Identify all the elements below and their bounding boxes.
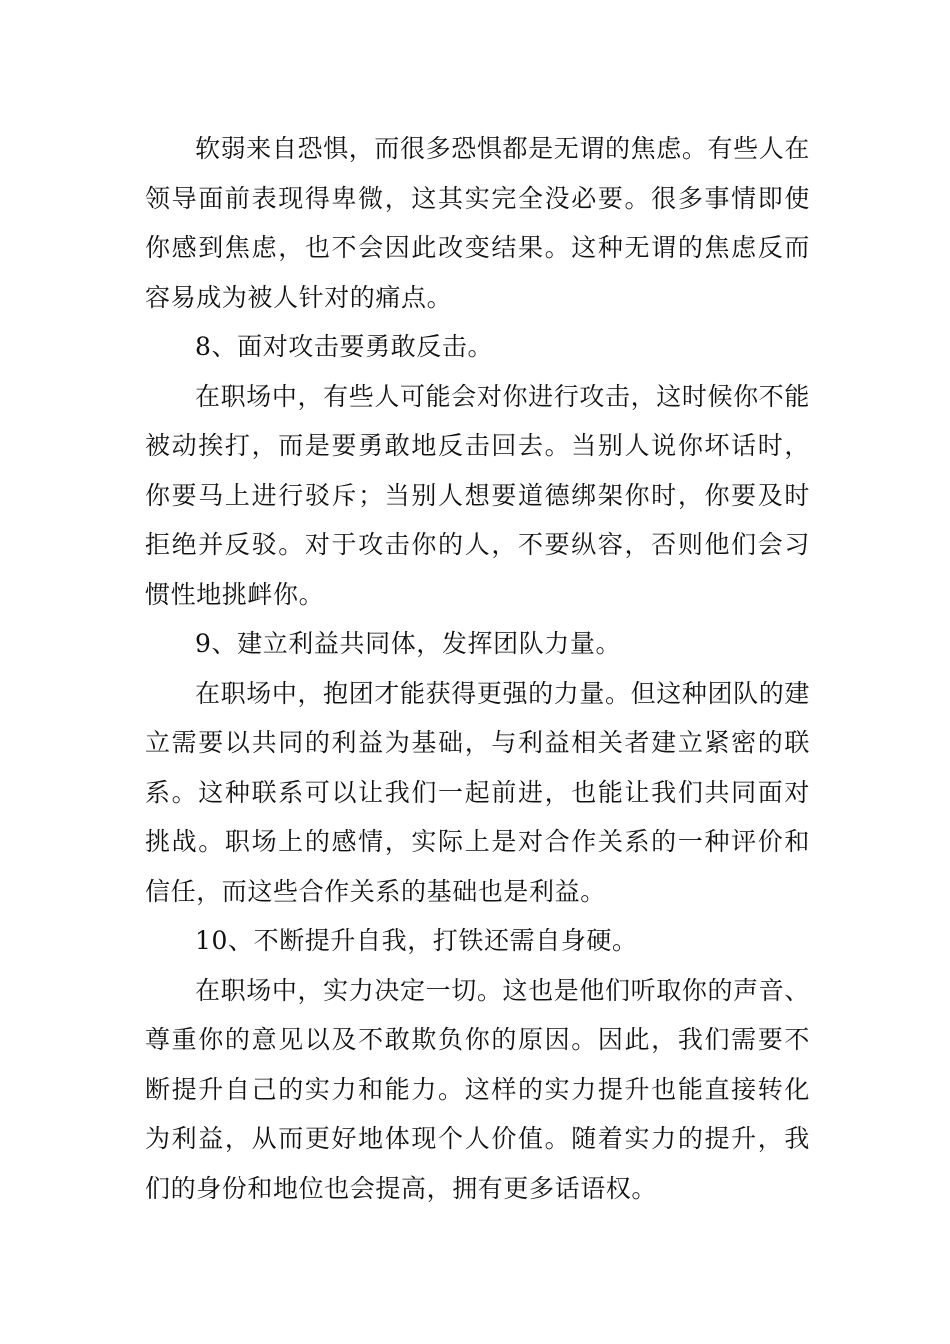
section-heading-8: 8、面对攻击要勇敢反击。 xyxy=(195,332,494,361)
body-paragraph: 在职场中，抱团才能获得更强的力量。但这种团队的建立需要以共同的利益为基础，与利益相关者建立紧密的联系。这种联系可以让我们一起前进，也能让我们共同面对挑战。职场上的感情，实际上是对合作关系的一种评价和信任，而这些合作关系的基础也是利益。 xyxy=(145,678,810,906)
document-body xyxy=(145,124,810,1213)
section-heading-10: 10、不断提升自我，打铁还需自身硬。 xyxy=(195,926,638,955)
section-heading-9: 9、建立利益共同体，发挥团队力量。 xyxy=(195,629,622,658)
body-paragraph: 在职场中，实力决定一切。这也是他们听取你的声音、尊重你的意见以及不敢欺负你的原因。因此，我们需要不断提升自己的实力和能力。这样的实力提升也能直接转化为利益，从而更好地体现个人价值。随着实力的提升，我们的身份和地位也会提高，拥有更多话语权。 xyxy=(145,975,810,1203)
body-paragraph: 在职场中，有些人可能会对你进行攻击，这时候你不能被动挨打，而是要勇敢地反击回去。当别人说你坏话时，你要马上进行驳斥；当别人想要道德绑架你时，你要及时拒绝并反驳。对于攻击你的人，不要纵容，否则他们会习惯性地挑衅你。 xyxy=(145,381,810,609)
body-paragraph: 软弱来自恐惧，而很多恐惧都是无谓的焦虑。有些人在领导面前表现得卑微，这其实完全没必要。很多事情即使你感到焦虑，也不会因此改变结果。这种无谓的焦虑反而容易成为被人针对的痛点。 xyxy=(145,134,810,312)
